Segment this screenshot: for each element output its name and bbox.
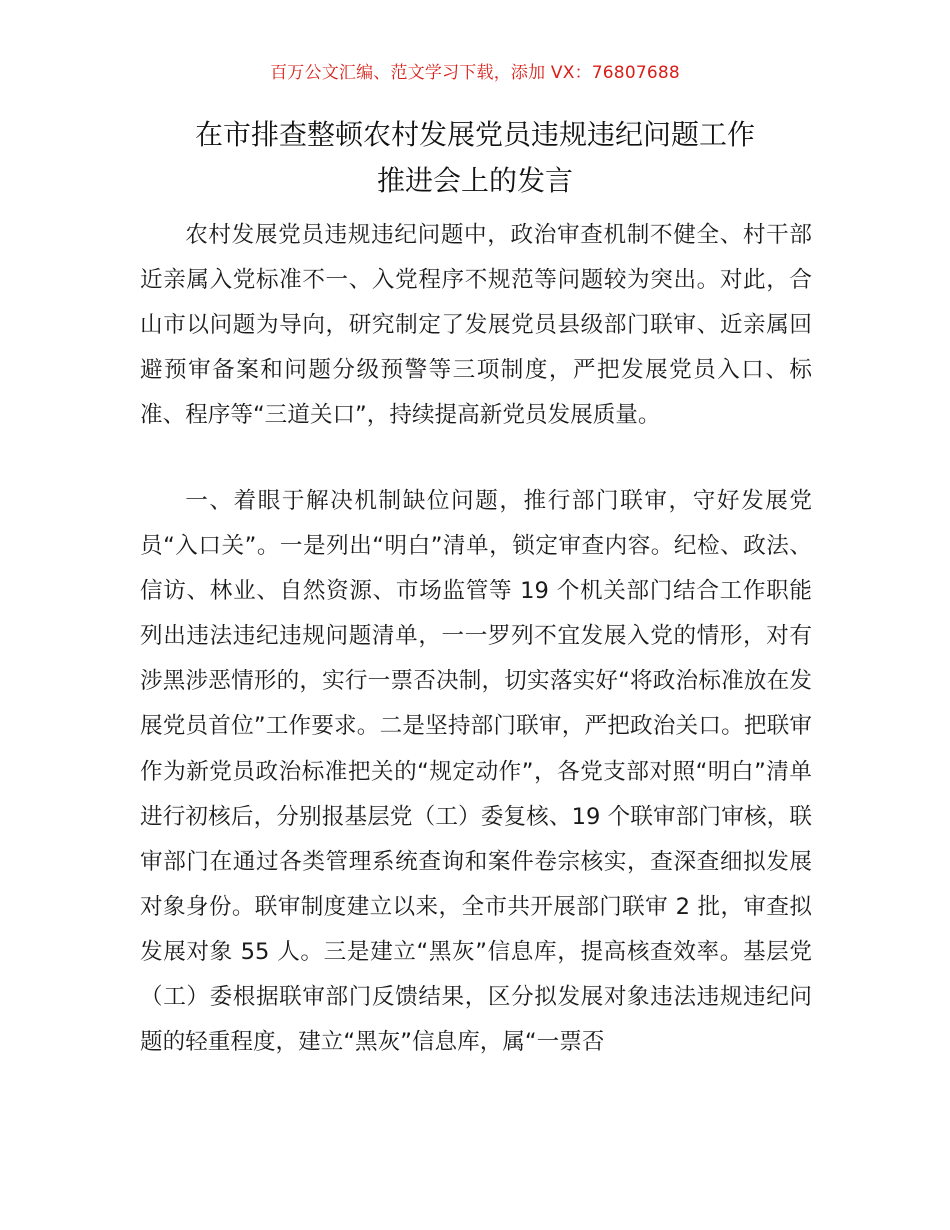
- title-line-2: 推进会上的发言: [376, 164, 573, 197]
- page-title: [130, 112, 820, 204]
- title-line-1: 在市排查整顿农村发展党员违规违纪问题工作: [194, 118, 755, 151]
- paragraph-intro: 农村发展党员违规违纪问题中，政治审查机制不健全、村干部近亲属入党标准不一、入党程序不规范等问题较为突出。对此，合山市以问题为导向，研究制定了发展党员县级部门联审、近亲属回避预审备案和问题分级预警等三项制度，严把发展党员入口、标准、程序等“三道关口”，持续提高新党员发展质量。: [140, 222, 812, 429]
- watermark-header: 百万公文汇编、范文学习下载，添加 VX：76807688: [270, 63, 680, 83]
- paragraph-section-one: 一、着眼于解决机制缺位问题，推行部门联审，守好发展党员“入口关”。一是列出“明白”清单，锁定审查内容。纪检、政法、信访、林业、自然资源、市场监管等 19 个机关部门结合工作职能列出违法违纪违规问题清单，一一罗列不宜发展入党的情形，对有涉黑涉恶情形的，实行一票否决制，切实落实好“将政治标准放在发展党员首位”工作要求。二是坚持部门联审，严把政治关口。把联审作为新党员政治标准把关的“规定动作”，各党支部对照“明白”清单进行初核后，分别报基层党（工）委复核、19 个联审部门审核，联审部门在通过各类管理系统查询和案件卷宗核实，查深查细拟发展对象身份。联审制度建立以来，全市共开展部门联审 2 批，审查拟发展对象 55 人。三是建立“黑灰”信息库，提高核查效率。基层党（工）委根据联审部门反馈结果，区分拟发展对象违法违规违纪问题的轻重程度，建立“黑灰”信息库，属“一票否: [140, 488, 812, 1056]
